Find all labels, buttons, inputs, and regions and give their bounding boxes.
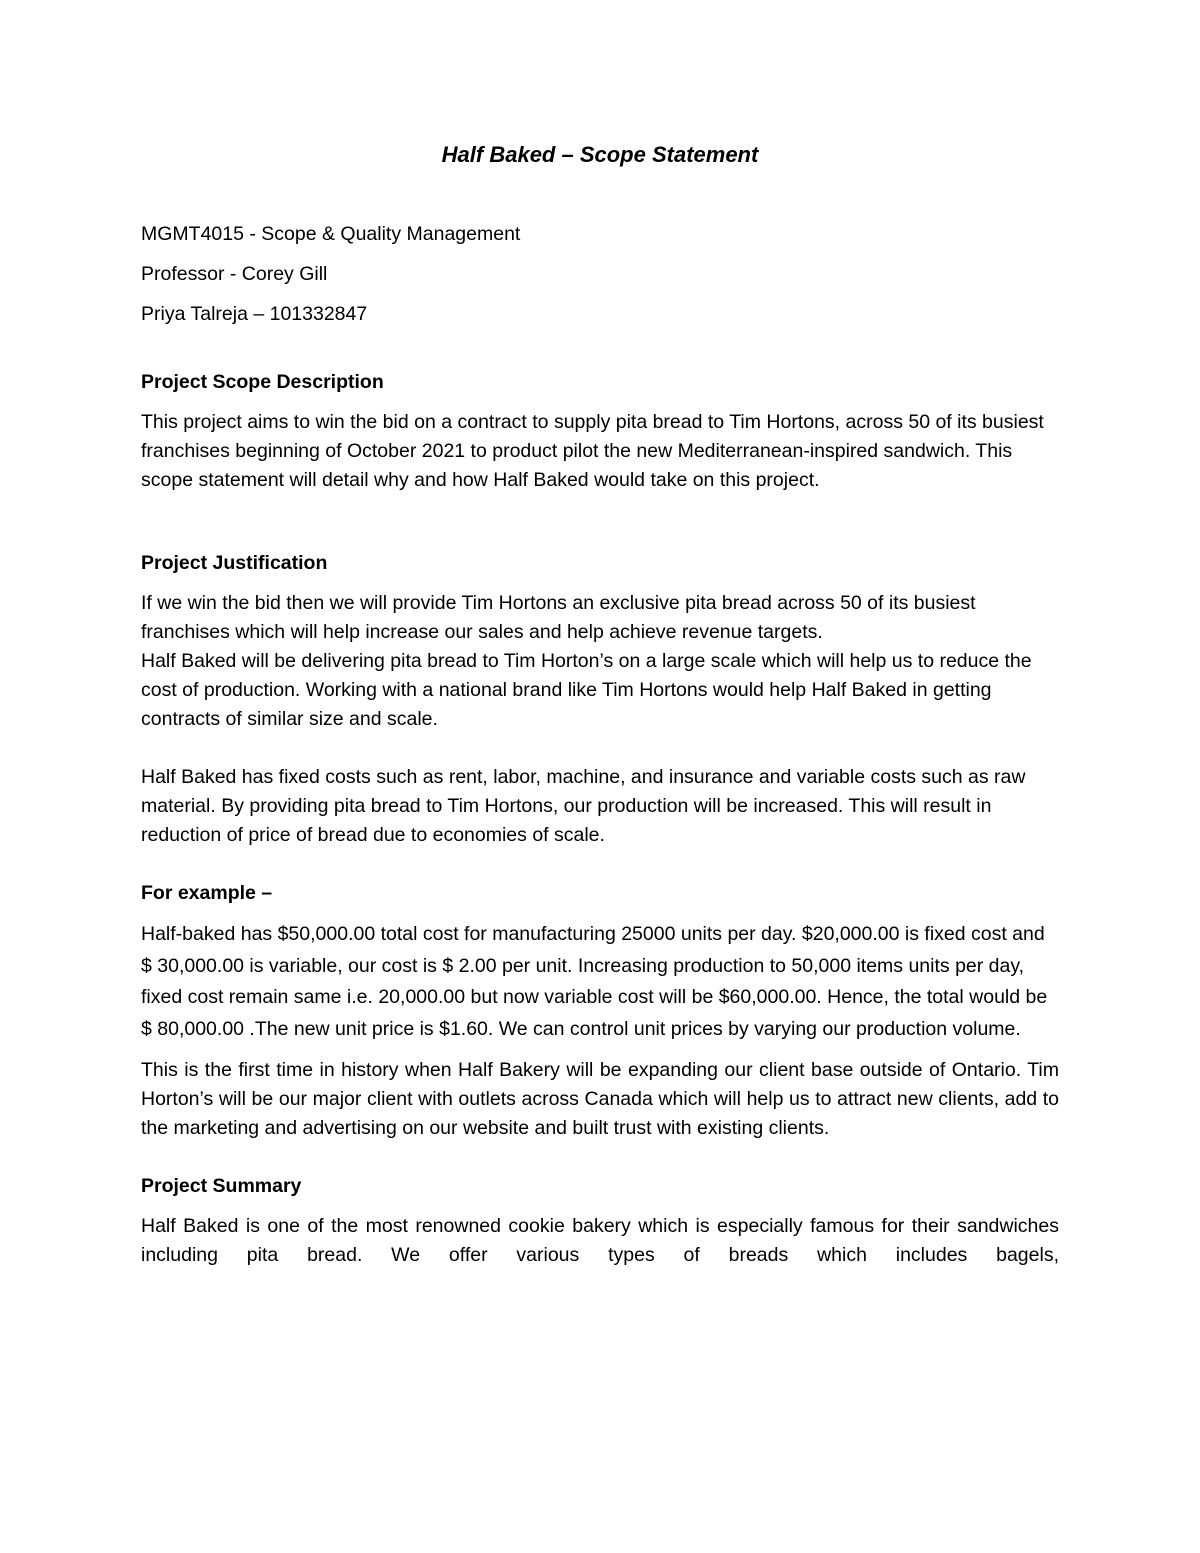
student-line: Priya Talreja – 101332847 bbox=[141, 303, 368, 325]
summary-paragraph: Half Baked is one of the most renowned cookie bakery which is especially famous for their sandwiches including pita bread. We offer various types of breads which includes bagels, bbox=[141, 1215, 1059, 1266]
justification-paragraph-1: If we win the bid then we will provide Tim Hortons an exclusive pita bread across 50 of its busiest franchises which will help increase our sales and help achieve revenue targets. bbox=[141, 592, 976, 643]
example-paragraph-1: Half-baked has $50,000.00 total cost for manufacturing 25000 units per day. $20,000.00 is fixed cost and $ 30,000.00 is variable, our cost is $ 2.00 per unit. Increasing production to 50,000 items units per day, fixed cost remain same i.e. 20,000.00 but now variable cost will be $60,000.00. Hence, the total would be $ 80,000.00 .The new unit price is $1.60. We can control unit prices by varying our production volume. bbox=[141, 923, 1048, 1040]
course-line: MGMT4015 - Scope & Quality Management bbox=[141, 223, 521, 245]
justification-paragraph-3: Half Baked has fixed costs such as rent, labor, machine, and insurance and variable costs such as raw material. By providing pita bread to Tim Hortons, our production will be increased. This will result in reduction of price of bread due to economies of scale. bbox=[141, 766, 1026, 846]
example-paragraph-2: This is the first time in history when Half Bakery will be expanding our client base outside of Ontario. Tim Horton’s will be our major client with outlets across Canada which will help us to attract new clients, add to the marketing and advertising on our website and built trust with existing clients. bbox=[141, 1059, 1059, 1139]
document-body bbox=[141, 140, 1059, 1270]
justification-heading: Project Justification bbox=[141, 552, 328, 574]
professor-line: Professor - Corey Gill bbox=[141, 263, 328, 285]
document-title: Half Baked – Scope Statement bbox=[441, 142, 759, 167]
scope-description-paragraph: This project aims to win the bid on a contract to supply pita bread to Tim Hortons, across 50 of its busiest franchises beginning of October 2021 to product pilot the new Mediterranean-inspired sandwich. This scope statement will detail why and how Half Baked would take on this project. bbox=[141, 411, 1044, 491]
justification-paragraph-2: Half Baked will be delivering pita bread to Tim Horton’s on a large scale which will help us to reduce the cost of production. Working with a national brand like Tim Hortons would help Half Baked in getting contracts of similar size and scale. bbox=[141, 650, 1032, 730]
example-heading: For example – bbox=[141, 882, 273, 904]
scope-description-heading: Project Scope Description bbox=[141, 371, 384, 393]
summary-heading: Project Summary bbox=[141, 1175, 302, 1197]
